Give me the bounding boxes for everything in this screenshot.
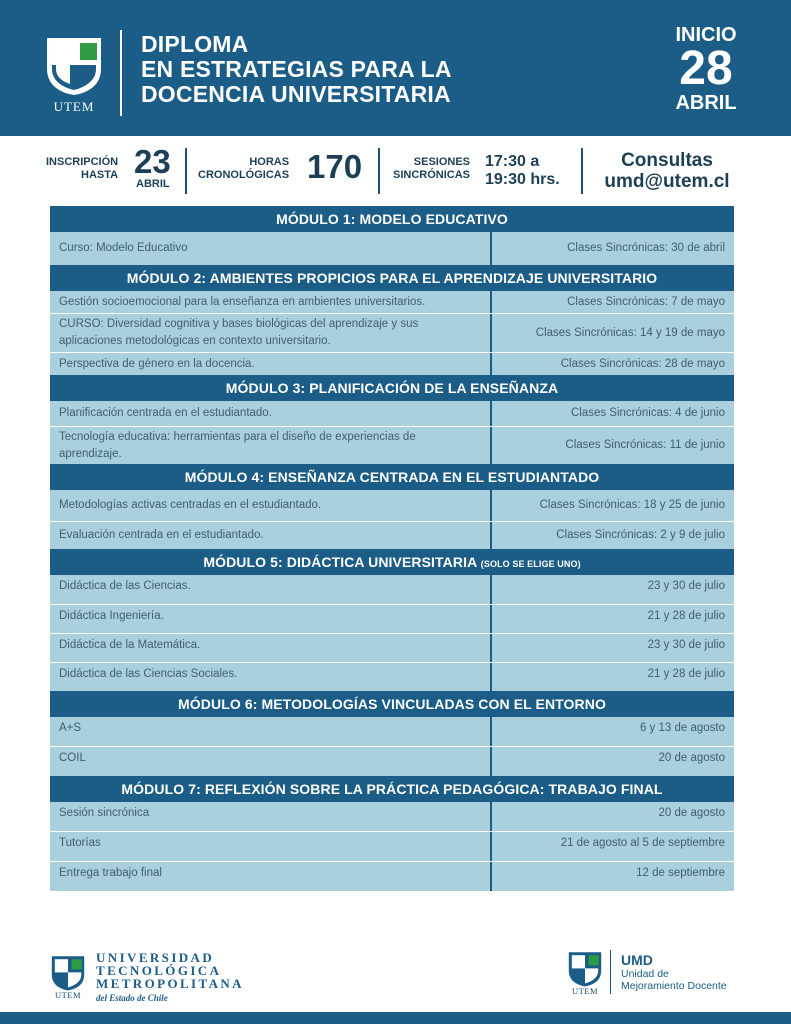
footer-divider <box>610 950 611 994</box>
hours-value: 170 <box>307 148 363 185</box>
hours-label-line-2: CRONOLÓGICAS <box>198 169 290 181</box>
umd-logo-text: UTEM <box>571 986 599 996</box>
table-row <box>50 521 734 549</box>
inscription-label-line-2: HASTA <box>81 169 119 181</box>
sessions-label-line-2: SINCRÓNICAS <box>393 169 471 181</box>
hours-label-line-1: HORAS <box>249 156 290 168</box>
footer-logo-text: UTEM <box>54 990 82 1000</box>
sessions-value <box>485 153 560 203</box>
course-name: Curso: Modelo Educativo <box>59 242 188 254</box>
course-date: Clases Sincrónicas: 28 de mayo <box>490 353 734 375</box>
inscription-day: 23 <box>134 143 171 180</box>
utem-logo-text: UTEM <box>53 99 95 114</box>
module-header <box>50 549 734 575</box>
course-name: Didáctica de las Ciencias Sociales. <box>59 668 238 680</box>
module-title: MÓDULO 2: AMBIENTES PROPICIOS PARA EL APRENDIZAJE UNIVERSITARIO <box>126 270 658 286</box>
table-row <box>50 426 734 464</box>
module-rows <box>50 232 734 265</box>
module-rows <box>50 802 734 891</box>
umd-unit <box>621 952 727 992</box>
table-row <box>50 633 734 662</box>
course-date: Clases Sincrónicas: 14 y 19 de mayo <box>490 314 734 352</box>
umd-utem-logo <box>567 950 603 996</box>
module-rows <box>50 717 734 776</box>
course-name: Metodologías activas centradas en el estudiantado. <box>59 499 322 511</box>
umd-subtitle-line-2: Mejoramiento Docente <box>621 980 727 992</box>
table-row <box>50 802 734 831</box>
hours-label <box>198 156 289 206</box>
university-name-line-1: UNIVERSIDAD <box>96 950 215 965</box>
university-name-line-3: METROPOLITANA <box>96 976 244 991</box>
course-date: 12 de septiembre <box>490 862 734 891</box>
course-name: Tutorías <box>59 837 101 849</box>
module-title: MÓDULO 3: PLANIFICACIÓN DE LA ENSEÑANZA <box>225 380 559 396</box>
table-row <box>50 291 734 313</box>
sessions-label-line-1: SESIONES <box>413 156 471 168</box>
module-rows <box>50 490 734 549</box>
course-name: A+S <box>59 722 82 734</box>
start-date <box>651 24 761 114</box>
module-header <box>50 691 734 717</box>
module-title: MÓDULO 1: MODELO EDUCATIVO <box>276 211 508 227</box>
table-row <box>50 717 734 746</box>
module-note: (SOLO SE ELIGE UNO) <box>480 559 581 569</box>
course-date: Clases Sincrónicas: 30 de abril <box>490 232 734 265</box>
start-date-month: ABRIL <box>675 92 737 114</box>
university-name <box>96 951 244 1005</box>
table-row <box>50 831 734 861</box>
contact-info <box>596 150 738 200</box>
module-title: MÓDULO 4: ENSEÑANZA CENTRADA EN EL ESTUDIANTADO <box>184 469 600 485</box>
course-date: Clases Sincrónicas: 4 de junio <box>490 401 734 426</box>
table-row <box>50 861 734 891</box>
schedule-table <box>50 206 734 891</box>
title-line-3: DOCENCIA UNIVERSITARIA <box>141 81 451 107</box>
sessions-value-line-2: 19:30 hrs. <box>485 171 560 188</box>
utem-shield-icon <box>44 35 104 97</box>
start-date-label: INICIO <box>675 24 737 46</box>
header-divider <box>120 30 122 116</box>
course-date: 21 de agosto al 5 de septiembre <box>490 832 734 861</box>
contact-label: Consultas <box>621 150 713 171</box>
course-name: Perspectiva de género en la docencia. <box>59 357 255 370</box>
course-date: 21 y 28 de julio <box>490 663 734 691</box>
info-divider <box>378 148 380 194</box>
course-date: 20 de agosto <box>490 747 734 776</box>
table-row <box>50 490 734 521</box>
table-row <box>50 232 734 265</box>
course-name: Entrega trabajo final <box>59 867 162 879</box>
course-name: Evaluación centrada en el estudiantado. <box>59 529 264 541</box>
table-row <box>50 401 734 426</box>
course-date: 23 y 30 de julio <box>490 575 734 604</box>
module-rows <box>50 291 734 375</box>
course-date: Clases Sincrónicas: 18 y 25 de junio <box>490 490 734 521</box>
module-header <box>50 464 734 490</box>
table-row <box>50 575 734 604</box>
page-title <box>141 32 452 107</box>
sessions-label <box>393 156 470 206</box>
table-row <box>50 662 734 691</box>
course-name: Planificación centrada en el estudiantado. <box>59 407 272 419</box>
info-divider <box>185 148 187 194</box>
umd-title: UMD <box>621 952 653 968</box>
course-date: 23 y 30 de julio <box>490 634 734 662</box>
utem-shield-icon <box>567 950 603 988</box>
module-header <box>50 206 734 232</box>
title-line-2: EN ESTRATEGIAS PARA LA <box>141 56 452 82</box>
module-rows <box>50 575 734 691</box>
university-subtitle: del Estado de Chile <box>96 993 168 1003</box>
course-name: Didáctica de la Matemática. <box>59 639 201 651</box>
course-date: Clases Sincrónicas: 2 y 9 de julio <box>490 522 734 549</box>
course-date: 20 de agosto <box>490 802 734 831</box>
module-title: MÓDULO 5: DIDÁCTICA UNIVERSITARIA <box>203 554 477 570</box>
course-name: CURSO: Diversidad cognitiva y bases biológicas del aprendizaje y sus aplicaciones metodológicas en contexto universitario. <box>59 318 419 347</box>
header-banner <box>0 0 791 136</box>
module-header <box>50 265 734 291</box>
module-title: MÓDULO 7: REFLEXIÓN SOBRE LA PRÁCTICA PEDAGÓGICA: TRABAJO FINAL <box>121 781 663 797</box>
title-line-1: DIPLOMA <box>141 31 249 57</box>
footer-utem-logo <box>50 954 86 1000</box>
course-name: Didáctica Ingeniería. <box>59 610 164 622</box>
contact-email-link[interactable]: umd@utem.cl <box>604 171 730 192</box>
module-title: MÓDULO 6: METODOLOGÍAS VINCULADAS CON EL ENTORNO <box>178 696 606 712</box>
sessions-value-line-1: 17:30 a <box>485 153 540 170</box>
module-header <box>50 776 734 802</box>
footer-bar <box>0 1012 791 1024</box>
course-date: Clases Sincrónicas: 11 de junio <box>490 427 734 464</box>
start-date-day: 28 <box>679 42 733 95</box>
table-row <box>50 313 734 352</box>
course-date: 6 y 13 de agosto <box>490 717 734 746</box>
course-date: 21 y 28 de julio <box>490 605 734 633</box>
info-bar <box>0 143 791 198</box>
module-rows <box>50 401 734 464</box>
course-name: Sesión sincrónica <box>59 807 150 819</box>
table-row <box>50 746 734 776</box>
inscription-month: ABRIL <box>136 178 170 190</box>
info-divider <box>581 148 583 194</box>
course-date: Clases Sincrónicas: 7 de mayo <box>490 291 734 313</box>
inscription-label-line-1: INSCRIPCIÓN <box>46 156 119 168</box>
university-name-line-2: TECNOLÓGICA <box>96 963 222 978</box>
umd-subtitle-line-1: Unidad de <box>621 968 669 980</box>
table-row <box>50 352 734 375</box>
course-name: Gestión socioemocional para la enseñanza en ambientes universitarios. <box>59 295 426 308</box>
inscription-label <box>46 156 118 206</box>
course-name: Tecnología educativa: herramientas para el diseño de experiencias de aprendizaje. <box>59 430 416 460</box>
course-name: COIL <box>59 752 86 764</box>
module-header <box>50 375 734 401</box>
course-name: Didáctica de las Ciencias. <box>59 580 191 592</box>
utem-shield-icon <box>50 954 86 992</box>
utem-logo <box>44 35 104 115</box>
table-row <box>50 604 734 633</box>
